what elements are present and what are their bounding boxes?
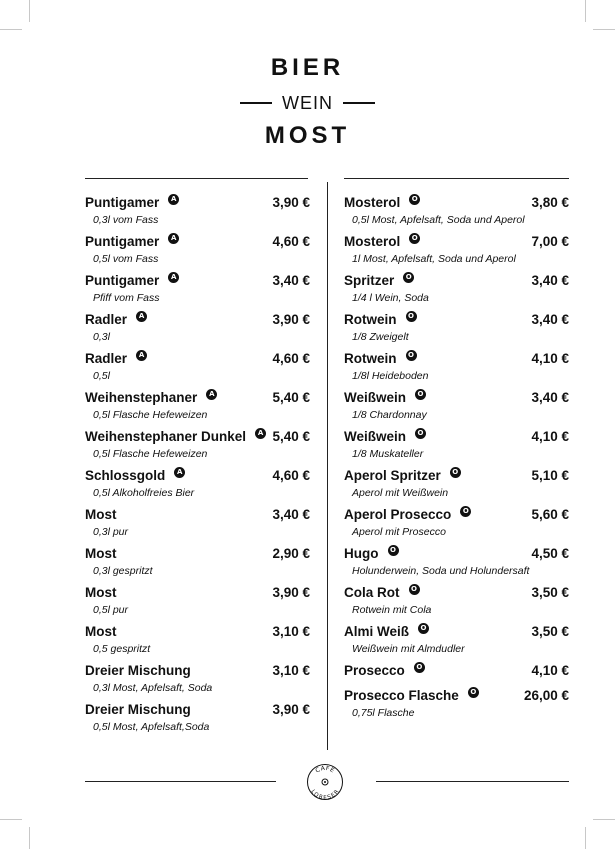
menu-item-price: 3,40 €	[531, 273, 569, 288]
menu-item-name: Dreier Mischung	[85, 702, 191, 717]
title-most: MOST	[264, 122, 351, 149]
menu-item-price: 3,10 €	[272, 624, 310, 639]
menu-item	[344, 660, 569, 688]
allergen-a-icon: A	[136, 350, 147, 361]
menu-item-name: Radler	[85, 312, 128, 327]
menu-item-row	[85, 660, 310, 682]
bottom-rule-left	[85, 781, 276, 782]
menu-column-wine-spritz	[344, 192, 569, 724]
menu-item-price: 2,90 €	[272, 546, 310, 561]
menu-item	[85, 426, 310, 465]
menu-item-row	[344, 231, 569, 253]
menu-item-name: Mosterol	[344, 234, 401, 249]
menu-item-price: 5,10 €	[531, 468, 569, 483]
menu-item-description: 0,5l vom Fass	[93, 253, 159, 265]
menu-item-price: 3,40 €	[272, 507, 310, 522]
menu-item-name: Puntigamer	[85, 273, 160, 288]
menu-item-row	[344, 426, 569, 448]
menu-item	[344, 309, 569, 348]
column-divider	[327, 182, 328, 750]
menu-item	[344, 543, 569, 582]
menu-item-name: Puntigamer	[85, 195, 160, 210]
allergen-o-icon: O	[415, 389, 426, 400]
menu-item-description: 0,5l Flasche Hefeweizen	[93, 448, 208, 460]
logo-text-bottom: LOBESER	[309, 788, 341, 801]
menu-item-description: 0,3l pur	[93, 526, 129, 538]
crop-mark	[0, 819, 22, 820]
title-bier: BIER	[270, 54, 345, 81]
menu-item-price: 26,00 €	[523, 688, 569, 703]
crop-mark	[585, 0, 586, 22]
allergen-o-icon: O	[403, 272, 414, 283]
menu-item-name: Aperol Prosecco	[344, 507, 452, 522]
menu-item-price: 4,50 €	[531, 546, 569, 561]
menu-item-name-wrap	[344, 582, 420, 604]
bottom-rule-right	[376, 781, 569, 782]
menu-item-name: Most	[85, 585, 117, 600]
menu-item-name-wrap	[344, 231, 420, 253]
menu-item	[85, 309, 310, 348]
menu-item-row	[85, 699, 310, 721]
menu-item-description: 0,75l Flasche	[352, 707, 415, 719]
menu-item-name: Most	[85, 624, 117, 639]
menu-item-row	[344, 465, 569, 487]
allergen-o-icon: O	[415, 428, 426, 439]
menu-item-price: 4,10 €	[531, 663, 569, 678]
menu-item-price: 5,60 €	[531, 507, 569, 522]
menu-item-name: Mosterol	[344, 195, 401, 210]
menu-item-name: Rotwein	[344, 351, 397, 366]
menu-item	[85, 621, 310, 660]
allergen-a-icon: A	[168, 272, 179, 283]
title-wein-row	[0, 91, 615, 115]
menu-item-name-wrap	[85, 387, 217, 409]
menu-item-price: 3,10 €	[272, 663, 310, 678]
menu-item	[85, 582, 310, 621]
menu-item-price: 3,40 €	[272, 273, 310, 288]
menu-item	[85, 348, 310, 387]
menu-item-name-wrap	[344, 270, 414, 292]
menu-item-price: 3,90 €	[272, 195, 310, 210]
title-dash	[240, 102, 272, 104]
menu-item-price: 4,10 €	[531, 429, 569, 444]
title-dash	[343, 102, 375, 104]
menu-item-price: 3,40 €	[531, 390, 569, 405]
menu-item-description: Pfiff vom Fass	[93, 292, 160, 304]
allergen-o-icon: O	[409, 233, 420, 244]
menu-item-row	[85, 192, 310, 214]
menu-item-description: 0,5l Most, Apfelsaft,Soda	[93, 721, 210, 733]
menu-item	[344, 426, 569, 465]
menu-item-name-wrap	[344, 309, 417, 331]
crop-mark	[593, 29, 615, 30]
menu-item-row	[344, 270, 569, 292]
menu-item-row	[85, 621, 310, 643]
menu-item-name-wrap	[85, 699, 191, 721]
menu-item-price: 5,40 €	[272, 429, 310, 444]
menu-item-name: Almi Weiß	[344, 624, 410, 639]
menu-item	[344, 270, 569, 309]
menu-item	[85, 543, 310, 582]
menu-item	[344, 504, 569, 543]
menu-item-name-wrap	[85, 309, 147, 331]
menu-item-name: Weihenstephaner	[85, 390, 198, 405]
menu-item	[344, 192, 569, 231]
menu-column-beer-most	[85, 192, 310, 738]
svg-text:LOBESER	[309, 789, 340, 801]
menu-item-row	[85, 465, 310, 487]
allergen-o-icon: O	[414, 662, 425, 673]
menu-item-description: 0,3l Most, Apfelsaft, Soda	[93, 682, 213, 694]
menu-item	[344, 348, 569, 387]
menu-item-description: Aperol mit Weißwein	[352, 487, 449, 499]
crop-mark	[0, 29, 22, 30]
menu-item-name: Weißwein	[344, 429, 407, 444]
menu-item	[85, 699, 310, 738]
menu-item-price: 3,40 €	[531, 312, 569, 327]
menu-item-description: 1/4 l Wein, Soda	[352, 292, 429, 304]
menu-item-name: Dreier Mischung	[85, 663, 191, 678]
menu-item-row	[344, 348, 569, 370]
menu-item-price: 4,60 €	[272, 468, 310, 483]
menu-item-price: 7,00 €	[531, 234, 569, 249]
menu-item-description: 0,3l gespritzt	[93, 565, 153, 577]
menu-item-name-wrap	[344, 621, 429, 643]
menu-item-description: Aperol mit Prosecco	[352, 526, 446, 538]
menu-item-name-wrap	[85, 270, 179, 292]
menu-item-name-wrap	[85, 426, 266, 448]
menu-item-name-wrap	[85, 465, 185, 487]
allergen-a-icon: A	[168, 194, 179, 205]
menu-item-description: 1/8 Chardonnay	[352, 409, 427, 421]
menu-item-name-wrap	[344, 348, 417, 370]
menu-item-name-wrap	[344, 543, 399, 565]
menu-item-price: 4,60 €	[272, 234, 310, 249]
menu-item-name-wrap	[344, 387, 426, 409]
menu-item-name: Puntigamer	[85, 234, 160, 249]
menu-item-price: 3,50 €	[531, 585, 569, 600]
menu-item	[85, 504, 310, 543]
menu-item-name-wrap	[85, 660, 191, 682]
menu-item-name: Cola Rot	[344, 585, 400, 600]
logo-text-top: CAFE	[314, 764, 336, 775]
allergen-o-icon: O	[409, 194, 420, 205]
menu-item-row	[85, 348, 310, 370]
menu-item-price: 3,80 €	[531, 195, 569, 210]
menu-item	[344, 465, 569, 504]
menu-item-row	[344, 504, 569, 526]
menu-item-description: 0,3l	[93, 331, 110, 343]
menu-item-description: 1/8 Zweigelt	[352, 331, 409, 343]
menu-item-name-wrap	[344, 504, 471, 526]
menu-item-description: 1/8 Muskateller	[352, 448, 424, 460]
menu-item-row	[344, 582, 569, 604]
top-rule-right	[344, 178, 569, 179]
menu-item-name: Prosecco Flasche	[344, 688, 459, 703]
crop-mark	[593, 819, 615, 820]
menu-item-row	[85, 543, 310, 565]
menu-item-description: Rotwein mit Cola	[352, 604, 432, 616]
menu-item-name: Rotwein	[344, 312, 397, 327]
menu-item-price: 3,50 €	[531, 624, 569, 639]
menu-item-row	[344, 621, 569, 643]
menu-item-name-wrap	[344, 685, 479, 707]
menu-item-row	[85, 426, 310, 448]
allergen-o-icon: O	[406, 350, 417, 361]
allergen-a-icon: A	[174, 467, 185, 478]
menu-item-row	[344, 192, 569, 214]
crop-mark	[585, 827, 586, 849]
menu-item-price: 3,90 €	[272, 312, 310, 327]
menu-item-name-wrap	[85, 348, 147, 370]
menu-item-name: Radler	[85, 351, 128, 366]
menu-item	[85, 231, 310, 270]
menu-item-description: 0,3l vom Fass	[93, 214, 159, 226]
menu-item-description: 0,5 gespritzt	[93, 643, 151, 655]
title-wein: WEIN	[282, 92, 333, 113]
menu-item-row	[344, 685, 569, 707]
menu-item-description: 0,5l Flasche Hefeweizen	[93, 409, 208, 421]
menu-item-name: Schlossgold	[85, 468, 166, 483]
menu-item-price: 5,40 €	[272, 390, 310, 405]
menu-item	[85, 660, 310, 699]
menu-item-row	[344, 543, 569, 565]
menu-item-name-wrap	[344, 660, 425, 682]
menu-item	[344, 231, 569, 270]
menu-item-name: Hugo	[344, 546, 379, 561]
menu-item-name: Most	[85, 507, 117, 522]
menu-item-name-wrap	[85, 621, 117, 643]
menu-item-description: 1l Most, Apfelsaft, Soda und Aperol	[352, 253, 516, 265]
menu-item-name-wrap	[344, 192, 420, 214]
menu-item-price: 3,90 €	[272, 702, 310, 717]
menu-item-description: 1/8l Heideboden	[352, 370, 429, 382]
allergen-a-icon: A	[168, 233, 179, 244]
menu-item-name: Aperol Spritzer	[344, 468, 441, 483]
menu-item	[85, 192, 310, 231]
menu-item	[344, 582, 569, 621]
menu-item-name-wrap	[85, 231, 179, 253]
menu-item-price: 4,60 €	[272, 351, 310, 366]
menu-item	[344, 387, 569, 426]
menu-item-row	[344, 660, 569, 682]
menu-item-name-wrap	[85, 504, 117, 526]
menu-item	[85, 270, 310, 309]
allergen-o-icon: O	[460, 506, 471, 517]
menu-item-name-wrap	[344, 465, 461, 487]
menu-item-description: 0,5l Alkoholfreies Bier	[93, 487, 195, 499]
menu-item-name: Weihenstephaner Dunkel	[85, 429, 247, 444]
allergen-o-icon: O	[450, 467, 461, 478]
menu-item-description: Holunderwein, Soda und Holundersaft	[352, 565, 530, 577]
menu-item-name-wrap	[85, 192, 179, 214]
menu-item-name-wrap	[85, 543, 117, 565]
menu-item-price: 3,90 €	[272, 585, 310, 600]
menu-item-name: Prosecco	[344, 663, 405, 678]
menu-item-description: 0,5l pur	[93, 604, 129, 616]
menu-item-name: Most	[85, 546, 117, 561]
allergen-a-icon: A	[136, 311, 147, 322]
menu-item-row	[85, 231, 310, 253]
menu-item	[85, 465, 310, 504]
menu-item-row	[85, 504, 310, 526]
allergen-a-icon: A	[255, 428, 266, 439]
menu-item-name: Weißwein	[344, 390, 407, 405]
menu-item-name-wrap	[85, 582, 117, 604]
menu-item-description: 0,5l Most, Apfelsaft, Soda und Aperol	[352, 214, 525, 226]
menu-item-row	[85, 309, 310, 331]
allergen-a-icon: A	[206, 389, 217, 400]
menu-item-price: 4,10 €	[531, 351, 569, 366]
allergen-o-icon: O	[388, 545, 399, 556]
allergen-o-icon: O	[418, 623, 429, 634]
allergen-o-icon: O	[409, 584, 420, 595]
allergen-o-icon: O	[468, 687, 479, 698]
top-rule-left	[85, 178, 308, 179]
crop-mark	[29, 0, 30, 22]
crop-mark	[29, 827, 30, 849]
menu-item	[344, 685, 569, 724]
menu-item-row	[344, 387, 569, 409]
menu-item-row	[85, 582, 310, 604]
menu-item-row	[344, 309, 569, 331]
menu-item-row	[85, 270, 310, 292]
menu-item	[344, 621, 569, 660]
menu-item-description: Weißwein mit Almdudler	[352, 643, 465, 655]
menu-item-name: Spritzer	[344, 273, 395, 288]
allergen-o-icon: O	[406, 311, 417, 322]
menu-item-name-wrap	[344, 426, 426, 448]
cafe-logo-icon	[306, 763, 344, 801]
menu-item	[85, 387, 310, 426]
menu-item-description: 0,5l	[93, 370, 110, 382]
menu-item-row	[85, 387, 310, 409]
